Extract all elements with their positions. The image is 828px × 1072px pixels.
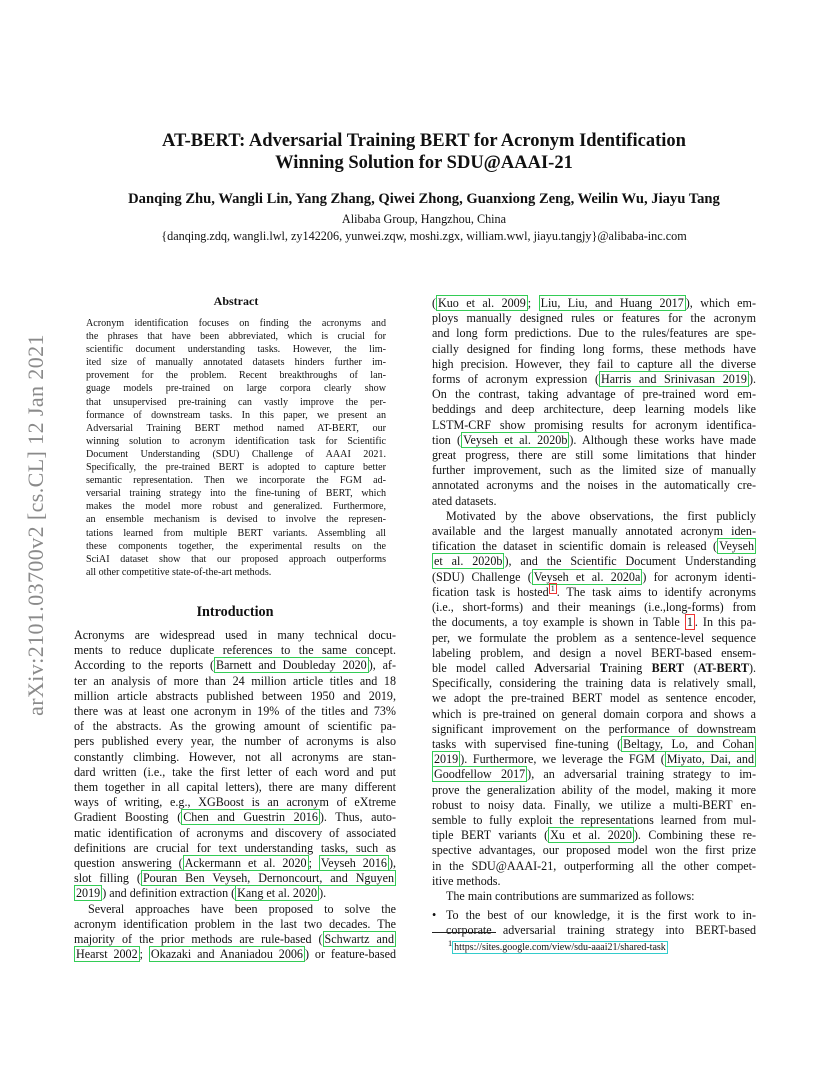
text-fragment: fication task is hosted [432, 584, 549, 599]
title-line-2: Winning Solution for SDU@AAAI-21 [275, 153, 573, 173]
bullet-line [432, 908, 756, 923]
text-fragment: tification the dataset in scientific domain is released ( [432, 539, 718, 554]
text-line [432, 539, 756, 554]
text-fragment: A [534, 660, 543, 675]
text-line [432, 585, 756, 600]
abstract-line: Adversarial Training BERT method named AT-BERT, our [86, 422, 386, 434]
text-line: ways of writing, e.g., XGBoost is an acronym of eXtreme [74, 795, 396, 810]
text-line: ated datasets. [432, 493, 497, 508]
text-line: and long form predictions. Due to the rules/features are spe- [432, 326, 756, 341]
citation-link[interactable]: 2019 [434, 752, 459, 767]
text-line: cially designed for finding long forms, these methods have [432, 341, 756, 356]
text-fragment: dversarial [542, 660, 600, 675]
abstract-line: all other competitive state-of-the-art methods. [86, 566, 272, 578]
text-fragment: ), and the Scientific Document Understanding [504, 554, 756, 569]
text-fragment: T [599, 660, 608, 675]
abstract-line: Specifically, the pre-trained BERT is adopted to capture better [86, 462, 386, 474]
text-line: matic identification of acronyms and discovery of associated [74, 825, 396, 840]
abstract-heading: Abstract [213, 294, 259, 308]
text-fragment: ). Although these works have made [569, 432, 756, 447]
text-line: robust to noisy data. Finally, we utilize a multi-BERT en- [432, 797, 756, 812]
abstract-line: ited size of manually annotated datasets hinders further im- [86, 357, 386, 369]
footnote-url-link[interactable]: https://sites.google.com/view/sdu-aaai21/shared-task [454, 942, 666, 954]
text-line [432, 296, 756, 311]
citation-link[interactable]: Veyseh [719, 539, 754, 554]
text-line: in the SDU@AAAI-21, outperforming all the other compet- [432, 858, 756, 873]
paper-title [90, 130, 758, 174]
bullet-marker: • [432, 908, 437, 923]
right-column-text [432, 296, 756, 939]
text-line: spective advantages, our proposed model won the first prize [432, 843, 756, 858]
text-fragment: ; [527, 296, 539, 310]
text-line [74, 932, 396, 947]
abstract-line: tations learned from multiple BERT variants. Assembling all [86, 527, 386, 539]
abstract-line: SciAI dataset show that our proposed approach outperforms [86, 553, 386, 565]
text-line [432, 570, 756, 585]
text-fragment: tasks with supervised fine-tuning ( [432, 736, 622, 751]
text-line [432, 767, 756, 782]
text-line: available and the largest manually annotated acronym iden- [432, 524, 756, 539]
text-line [74, 856, 396, 871]
text-fragment: majority of the prior methods are rule-based ( [74, 932, 323, 947]
abstract-line: the phrases that have been abbreviated, which is crucial for [86, 331, 386, 343]
text-fragment: BERT [651, 660, 685, 675]
abstract-line: makes the model more robust and generalized. Furthermore, [86, 501, 386, 513]
text-fragment: ). Thus, auto- [319, 810, 396, 825]
text-line: (i.e., short-forms) and their meanings (i.e.,long-forms) from [432, 600, 756, 615]
text-fragment: . The task aims to identify acronyms [556, 584, 756, 599]
text-line [432, 661, 756, 676]
text-line: million article abstracts published between 1950 and 2019, [74, 688, 396, 703]
abstract-line: winning solution to acronym identification task for Scientific [86, 435, 386, 447]
abstract-line: Document Understanding (SDU) Challenge of AAAI 2021. [86, 448, 386, 460]
text-line [432, 828, 756, 843]
text-fragment: ble model called [432, 660, 535, 675]
text-fragment: ). [319, 886, 327, 901]
text-line: per, we formulate the problem as a sentence-level sequence [432, 630, 756, 645]
text-line: great progress, there are still some limitations that hinder [432, 448, 756, 463]
abstract-line: an ensemble mechanism is devised to involve the represen- [86, 514, 386, 526]
text-line: Motivated by the above observations, the first publicly [446, 508, 756, 523]
text-line: itive methods. [432, 873, 501, 888]
footnote-divider [432, 932, 496, 933]
text-fragment: ( [684, 660, 698, 675]
text-line: which is pre-trained on general domain corpora and shows a [432, 706, 756, 721]
text-line: significant improvement on the performance of downstream [432, 721, 756, 736]
footnote-number: 1 [448, 939, 453, 948]
citation-link[interactable]: Ackermann et al. 2020 [184, 856, 307, 871]
author-emails: {danqing.zdq, wangli.lwl, zy142206, yunwei.zqw, moshi.zgx, william.wwl, jiayu.tangjy}@alibaba-inc.com [161, 229, 687, 243]
text-line: ploys manually designed rules or features for the acronym [432, 311, 756, 326]
citation-link[interactable]: Veyseh et al. 2020b [463, 432, 568, 447]
text-fragment: ), af- [368, 658, 396, 673]
text-fragment: . In this pa- [694, 615, 756, 630]
text-line: them together in all capital letters), there are many different [74, 780, 396, 795]
abstract-line: semantic representation. Then we incorporate the FGM ad- [86, 475, 386, 487]
text-fragment: ), an adversarial training strategy to im- [527, 767, 756, 782]
text-fragment: Gradient Boosting ( [74, 810, 182, 825]
text-fragment: raining [608, 660, 652, 675]
text-line: acronym identification problem in the last two decades. The [74, 916, 396, 931]
text-fragment: ), [388, 856, 397, 871]
citation-link[interactable]: Kang et al. 2020 [237, 886, 318, 901]
text-line: Acronyms are widespread used in many technical docu- [74, 628, 396, 642]
text-line: further improvement, such as the limited size of manually [432, 463, 756, 478]
text-line: The main contributions are summarized as follows: [446, 888, 695, 903]
text-line [74, 886, 396, 901]
text-line: labeling problem, and design a novel BERT-based ensem- [432, 645, 756, 660]
citation-link[interactable]: Chen and Guestrin 2016 [183, 810, 318, 825]
abstract-body [86, 317, 386, 579]
text-fragment: the documents, a toy example is shown in Table [432, 615, 685, 630]
table-ref-link[interactable]: 1 [686, 615, 693, 630]
citation-link[interactable]: Veyseh 2016 [320, 856, 387, 871]
text-fragment: corporate adversarial training strategy into BERT-based [446, 923, 756, 938]
arxiv-side-identifier [14, 290, 58, 760]
text-fragment: ). [748, 660, 757, 675]
abstract-line: these components together, the experimental results on the [86, 540, 386, 552]
citation-link[interactable]: Kuo et al. 2009 [438, 296, 526, 310]
abstract-line: that unsupervised pre-training can vastly improve the per- [86, 396, 386, 408]
citation-link[interactable]: Xu et al. 2020 [550, 828, 632, 843]
citation-link[interactable]: Hearst 2002 [76, 947, 138, 962]
text-line: we adopt the pre-trained BERT model as sentence encoder, [432, 691, 756, 706]
citation-link[interactable]: Okazaki and Ananiadou 2006 [150, 947, 303, 962]
abstract-line: Acronym identification focuses on finding the acronyms and [86, 318, 386, 329]
text-line: annotated acronyms and the noises in the automatically cre- [432, 478, 756, 493]
text-line [432, 372, 756, 387]
text-fragment: tiple BERT variants ( [432, 828, 549, 843]
text-fragment: slot filling ( [74, 871, 141, 886]
citation-link[interactable]: et al. 2020b [434, 554, 503, 569]
citation-link[interactable]: Liu, Liu, and Huang 2017 [540, 296, 684, 310]
text-fragment: question answering ( [74, 856, 183, 871]
text-line: beddings and deep architecture, deep learning models like [432, 402, 756, 417]
text-line: constantly climbing. However, not all acronyms are stan- [74, 749, 396, 764]
abstract-line: provement for the problem. Recent breakthroughs of lan- [86, 370, 386, 382]
text-line [432, 554, 756, 569]
abstract-line: formance of downstream tasks. In this paper, we present an [86, 409, 386, 421]
text-fragment: AT-BERT [697, 660, 749, 675]
text-line: ments to reduce duplicate references to the same concept. [74, 643, 396, 658]
text-fragment: To the best of our knowledge, it is the first work to in- [446, 908, 756, 923]
left-column-text [74, 628, 396, 962]
citation-link[interactable]: Beltagy, Lo, and Cohan [623, 736, 754, 751]
citation-link[interactable]: Goodfellow 2017 [434, 767, 526, 782]
text-line [432, 433, 756, 448]
citation-link[interactable]: Pouran Ben Veyseh, Dernoncourt, and Nguyen [142, 871, 394, 886]
text-line: high precision. However, they fail to capture all the diverse [432, 356, 756, 371]
text-line: definitions are crucial for text understanding tasks, such as [74, 840, 396, 855]
text-line: semble to fully exploit the representations learned from mul- [432, 812, 756, 827]
footnote-ref-link[interactable]: 1 [550, 583, 555, 593]
text-fragment: ) for acronym identi- [642, 569, 756, 584]
text-fragment: According to the reports ( [74, 658, 215, 673]
text-line [74, 947, 396, 962]
text-fragment: forms of acronym expression ( [432, 372, 600, 387]
text-line [432, 615, 756, 630]
text-line: Specifically, considering the training data is relatively small, [432, 676, 756, 691]
text-line: of the abstracts. As the growing amount of scientific pa- [74, 719, 396, 734]
footnote [448, 937, 758, 954]
introduction-heading: Introduction [196, 604, 274, 620]
text-fragment: tion ( [432, 432, 462, 447]
text-line [432, 752, 756, 767]
citation-link[interactable]: Schwartz and [324, 932, 394, 947]
text-line [74, 658, 396, 673]
text-line: On the contrast, taking advantage of pre-trained word em- [432, 387, 756, 402]
text-line [74, 810, 396, 825]
text-fragment: ; [308, 856, 319, 871]
citation-link[interactable]: Miyato, Dai, and [666, 752, 754, 767]
text-line: ter an analysis of more than 24 million article titles and 18 [74, 673, 396, 688]
text-line: prove the generalization ability of the model, making it more [432, 782, 756, 797]
text-line: there was at least one acronym in 19% of the titles and 73% [74, 704, 396, 719]
abstract-line: guage models pre-trained on large corpora clearly show [86, 383, 386, 395]
text-line: pers published every year, the number of acronyms is also [74, 734, 396, 749]
affiliation: Alibaba Group, Hangzhou, China [341, 212, 507, 226]
citation-link[interactable]: Veyseh et al. 2020a [533, 569, 641, 584]
text-fragment: (SDU) Challenge ( [432, 569, 532, 584]
text-fragment: ; [139, 947, 149, 962]
text-fragment: ) and definition extraction ( [102, 886, 236, 901]
text-fragment: ). Combining these re- [633, 828, 756, 843]
author-list: Danqing Zhu, Wangli Lin, Yang Zhang, Qiwei Zhong, Guanxiong Zeng, Weilin Wu, Jiayu Tang [128, 191, 720, 207]
title-line-1: AT-BERT: Adversarial Training BERT for Acronym Identification [162, 131, 686, 151]
citation-link[interactable]: Harris and Srinivasan 2019 [601, 372, 747, 387]
arxiv-id-text: arXiv:2101.03700v2 [cs.CL] 12 Jan 2021 [23, 334, 49, 716]
text-line [74, 871, 396, 886]
text-fragment: ( [432, 296, 437, 310]
text-fragment: ). Furthermore, we leverage the FGM ( [460, 752, 665, 767]
abstract-line: scientific document understanding tasks. However, the lim- [86, 344, 386, 356]
text-line: Several approaches have been proposed to solve the [88, 901, 396, 916]
text-line: LSTM-CRF show promising results for acronym identifica- [432, 417, 756, 432]
text-fragment: ) or feature-based [304, 947, 396, 962]
text-line [432, 737, 756, 752]
text-fragment: ), which em- [685, 296, 756, 310]
abstract-line: versarial training strategy into the fine-tuning of BERT, which [86, 488, 386, 500]
text-fragment: ). [748, 372, 756, 387]
citation-link[interactable]: 2019 [76, 886, 101, 901]
citation-link[interactable]: Barnett and Doubleday 2020 [216, 658, 367, 673]
text-line: dard written (i.e., take the first letter of each word and put [74, 764, 396, 779]
